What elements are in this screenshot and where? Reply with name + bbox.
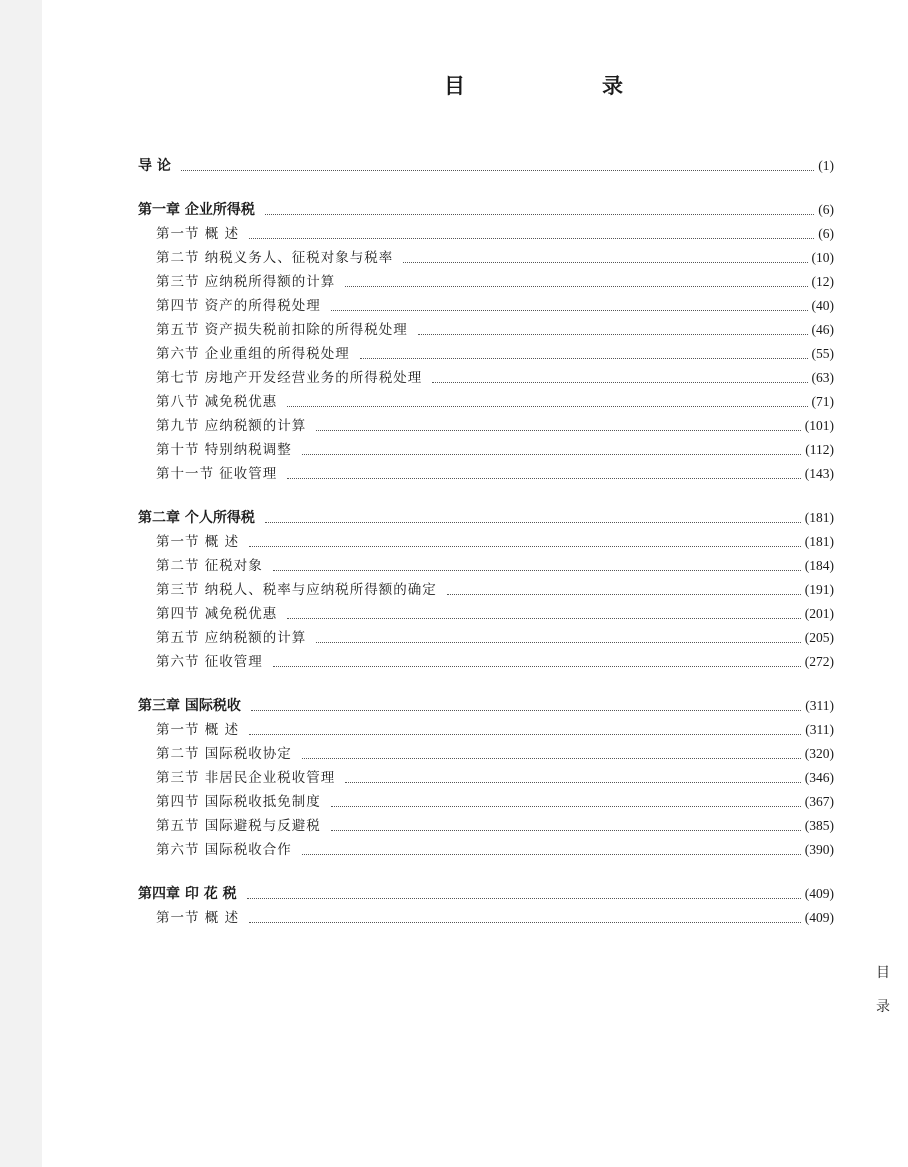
toc-chapter[interactable]: [138, 154, 834, 178]
toc-section-title: 第二节 国际税收协定: [156, 746, 292, 762]
toc-chapter-page-number: (1): [818, 158, 834, 173]
dot-leader: [273, 665, 801, 667]
toc-section-title: 第四节 国际税收抵免制度: [156, 794, 321, 810]
toc-section-title: 第一节 概 述: [156, 226, 240, 242]
toc-chapter-page-number: (311): [805, 698, 834, 713]
dot-leader: [251, 709, 801, 711]
dot-leader: [360, 357, 808, 359]
toc-section-title: 第四节 资产的所得税处理: [156, 298, 321, 314]
toc-chapter-page-number: (6): [818, 202, 834, 217]
toc-section-page-number: (184): [804, 558, 834, 573]
toc-section-page-number: (320): [804, 746, 834, 761]
dot-leader: [273, 569, 801, 571]
toc-section-page-number: (181): [804, 534, 834, 549]
toc-chapter-title: 第四章 印 花 税: [138, 886, 237, 902]
toc-section-title: 第十节 特别纳税调整: [156, 442, 292, 458]
toc-chapter-page-number: (181): [804, 510, 834, 525]
toc-chapter[interactable]: [138, 198, 834, 222]
dot-leader: [316, 641, 800, 643]
toc-section-page-number: (390): [804, 842, 834, 857]
toc-section[interactable]: [138, 390, 834, 414]
chapter-block: [138, 882, 834, 930]
toc-section-page-number: (385): [804, 818, 834, 833]
dot-leader: [447, 593, 801, 595]
dot-leader: [345, 285, 807, 287]
dot-leader: [345, 781, 800, 783]
toc-section[interactable]: [138, 814, 834, 838]
chapter-block: [138, 506, 834, 674]
left-margin: [0, 0, 42, 1167]
dot-leader: [403, 261, 807, 263]
toc-chapter[interactable]: [138, 882, 834, 906]
toc-section-title: 第五节 国际避税与反避税: [156, 818, 321, 834]
toc-section-page-number: (346): [804, 770, 834, 785]
toc-section-page-number: (191): [804, 582, 834, 597]
dot-leader: [302, 757, 801, 759]
dot-leader: [249, 733, 801, 735]
toc-section[interactable]: [138, 906, 834, 930]
toc-chapter-title: 第一章 企业所得税: [138, 202, 255, 218]
dot-leader: [418, 333, 808, 335]
toc-section-title: 第二节 纳税义务人、征税对象与税率: [156, 250, 394, 266]
toc-section-page-number: (143): [804, 466, 834, 481]
toc-section-page-number: (55): [811, 346, 834, 361]
toc-section[interactable]: [138, 554, 834, 578]
page-title: 目 录: [444, 74, 681, 98]
side-tab: [874, 956, 892, 1024]
dot-leader: [287, 477, 800, 479]
toc-section[interactable]: [138, 294, 834, 318]
toc-section-title: 第六节 国际税收合作: [156, 842, 292, 858]
toc-section[interactable]: [138, 790, 834, 814]
dot-leader: [287, 405, 807, 407]
toc-section[interactable]: [138, 530, 834, 554]
dot-leader: [316, 429, 800, 431]
toc-section-page-number: (112): [805, 442, 834, 457]
chapter-block: [138, 154, 834, 178]
toc-section-title: 第十一节 征收管理: [156, 466, 278, 482]
toc-section[interactable]: [138, 742, 834, 766]
toc-section-title: 第三节 应纳税所得额的计算: [156, 274, 336, 290]
toc-section[interactable]: [138, 270, 834, 294]
toc-section-title: 第一节 概 述: [156, 910, 240, 926]
toc-section-page-number: (205): [804, 630, 834, 645]
toc-section-title: 第三节 非居民企业税收管理: [156, 770, 336, 786]
toc-section[interactable]: [138, 318, 834, 342]
dot-leader: [287, 617, 800, 619]
chapter-block: [138, 694, 834, 862]
toc-chapter[interactable]: [138, 694, 834, 718]
chapter-block: [138, 198, 834, 486]
toc-section[interactable]: [138, 718, 834, 742]
toc-section[interactable]: [138, 222, 834, 246]
toc-section-page-number: (201): [804, 606, 834, 621]
toc-section-title: 第八节 减免税优惠: [156, 394, 278, 410]
toc-section-title: 第五节 资产损失税前扣除的所得税处理: [156, 322, 408, 338]
toc-chapter-page-number: (409): [804, 886, 834, 901]
dot-leader: [247, 897, 801, 899]
toc-section-page-number: (311): [805, 722, 834, 737]
toc-section-page-number: (63): [811, 370, 834, 385]
dot-leader: [331, 829, 801, 831]
toc-chapter[interactable]: [138, 506, 834, 530]
toc-section-title: 第七节 房地产开发经营业务的所得税处理: [156, 370, 423, 386]
toc-section-page-number: (71): [811, 394, 834, 409]
side-tab-char: 录: [876, 999, 890, 1015]
toc-section-page-number: (10): [811, 250, 834, 265]
toc-section[interactable]: [138, 602, 834, 626]
toc-chapter-title: 第三章 国际税收: [138, 698, 241, 714]
toc-chapter-title: 第二章 个人所得税: [138, 510, 255, 526]
dot-leader: [302, 853, 801, 855]
toc-section-title: 第一节 概 述: [156, 722, 240, 738]
dot-leader: [432, 381, 807, 383]
toc-section-page-number: (272): [804, 654, 834, 669]
toc-section-page-number: (101): [804, 418, 834, 433]
toc-section-title: 第一节 概 述: [156, 534, 240, 550]
toc-section[interactable]: [138, 650, 834, 674]
toc-section[interactable]: [138, 838, 834, 862]
toc-section[interactable]: [138, 342, 834, 366]
toc-section-title: 第六节 征收管理: [156, 654, 263, 670]
dot-leader: [331, 309, 808, 311]
toc-section[interactable]: [138, 246, 834, 270]
toc-section-page-number: (409): [804, 910, 834, 925]
toc-section-title: 第五节 应纳税额的计算: [156, 630, 307, 646]
toc-section-page-number: (12): [811, 274, 834, 289]
toc-section[interactable]: [138, 366, 834, 390]
toc-section-title: 第四节 减免税优惠: [156, 606, 278, 622]
toc-section-title: 第九节 应纳税额的计算: [156, 418, 307, 434]
dot-leader: [265, 521, 801, 523]
side-tab-char: 目: [876, 965, 890, 981]
toc-section-title: 第六节 企业重组的所得税处理: [156, 346, 350, 362]
toc-section[interactable]: [138, 414, 834, 438]
toc-section-title: 第二节 征税对象: [156, 558, 263, 574]
toc-section[interactable]: [138, 462, 834, 486]
toc-section[interactable]: [138, 766, 834, 790]
toc-section[interactable]: [138, 438, 834, 462]
toc-section[interactable]: [138, 578, 834, 602]
dot-leader: [302, 453, 801, 455]
toc-section[interactable]: [138, 626, 834, 650]
dot-leader: [249, 237, 814, 239]
toc-section-title: 第三节 纳税人、税率与应纳税所得额的确定: [156, 582, 437, 598]
dot-leader: [249, 545, 801, 547]
toc-section-page-number: (6): [818, 226, 834, 241]
table-of-contents: [138, 154, 834, 950]
dot-leader: [181, 169, 814, 171]
toc-section-page-number: (40): [811, 298, 834, 313]
toc-section-page-number: (46): [811, 322, 834, 337]
dot-leader: [249, 921, 801, 923]
dot-leader: [265, 213, 814, 215]
toc-section-page-number: (367): [804, 794, 834, 809]
toc-chapter-title: 导 论: [138, 158, 171, 174]
dot-leader: [331, 805, 801, 807]
